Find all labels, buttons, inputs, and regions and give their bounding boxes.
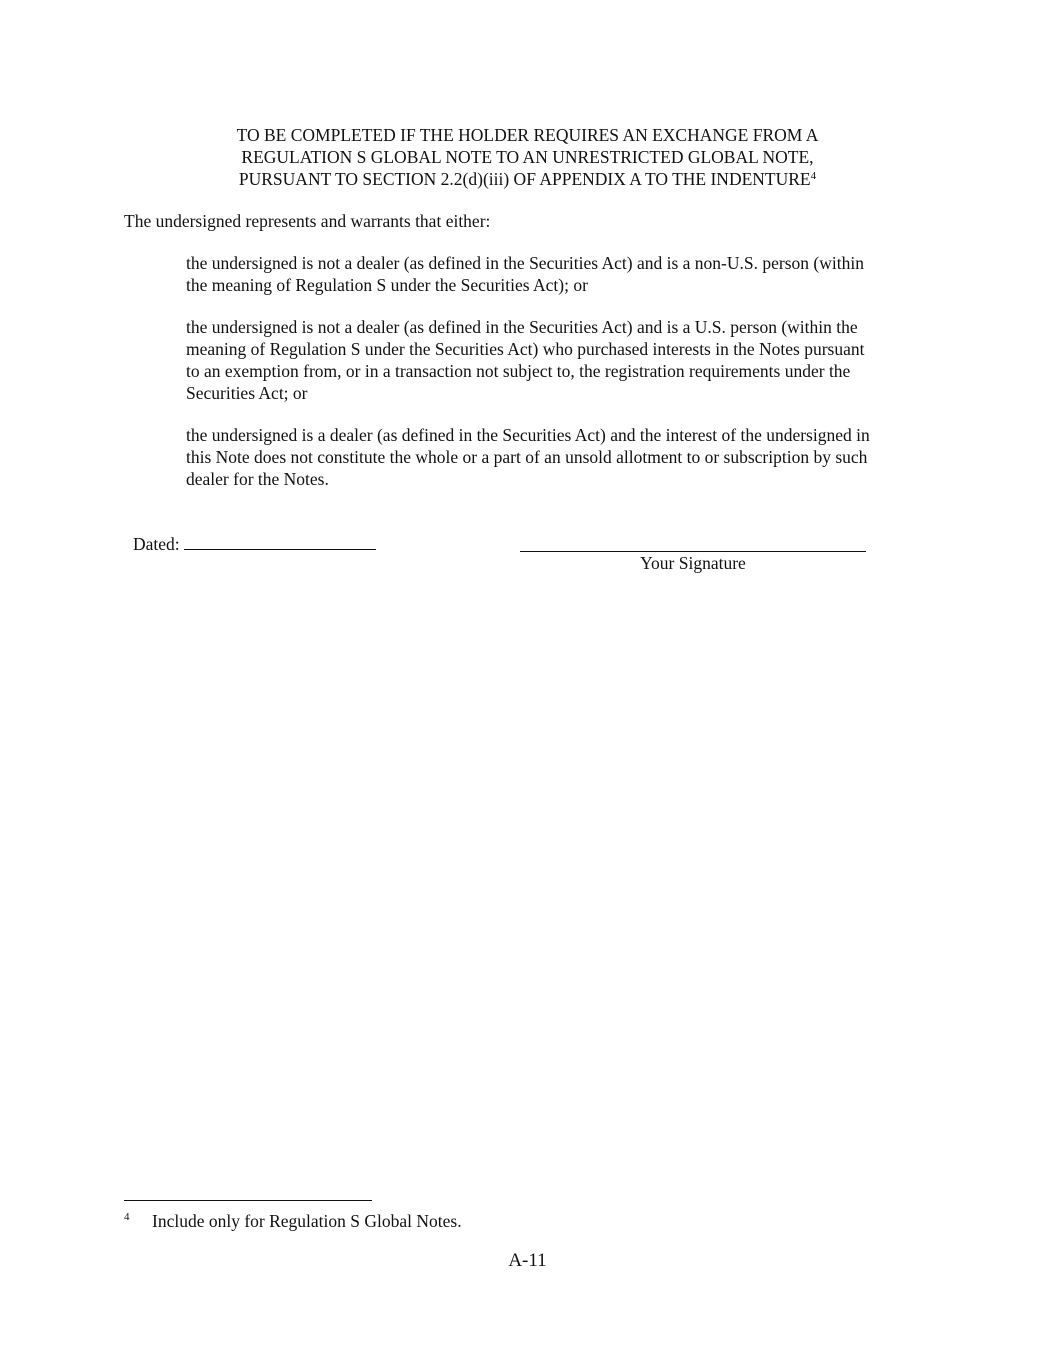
footnote-reference[interactable]: 4 — [810, 170, 817, 182]
intro-statement: The undersigned represents and warrants that either: — [124, 211, 491, 231]
section-heading — [120, 124, 935, 190]
footnote-text: Include only for Regulation S Global Notes. — [152, 1211, 462, 1231]
clause-dealer — [186, 424, 936, 490]
dated-field — [133, 532, 376, 555]
footnote-mark: 4 — [124, 1211, 130, 1223]
clause-line: the undersigned is not a dealer (as defined in the Securities Act) and is a U.S. person (within the — [186, 317, 858, 337]
dated-blank-line[interactable] — [184, 532, 376, 550]
clause-line: the meaning of Regulation S under the Securities Act); or — [186, 275, 588, 295]
clause-line: to an exemption from, or in a transaction not subject to, the registration requirements under the — [186, 361, 851, 381]
clause-us-person — [186, 316, 936, 404]
page-number: A-11 — [508, 1250, 547, 1271]
heading-line-2: REGULATION S GLOBAL NOTE TO AN UNRESTRICTED GLOBAL NOTE, — [241, 147, 814, 167]
dated-label: Dated: — [133, 534, 180, 554]
heading-line-3 — [120, 168, 935, 190]
clause-line: the undersigned is not a dealer (as defined in the Securities Act) and is a non-U.S. person (within — [186, 253, 864, 273]
clause-line: this Note does not constitute the whole or a part of an unsold allotment to or subscription by such — [186, 447, 868, 467]
footnote — [124, 1210, 462, 1232]
footnote-divider — [124, 1200, 372, 1201]
clause-line: Securities Act; or — [186, 383, 308, 403]
clause-line: meaning of Regulation S under the Securities Act) who purchased interests in the Notes pursuant — [186, 339, 865, 359]
heading-line-3-text: PURSUANT TO SECTION 2.2(d)(iii) OF APPENDIX A TO THE INDENTURE — [238, 169, 811, 189]
clause-line: the undersigned is a dealer (as defined in the Securities Act) and the interest of the undersigned in — [186, 425, 870, 445]
clause-non-us-person — [186, 252, 936, 296]
signature-label: Your Signature — [640, 553, 746, 573]
clause-line: dealer for the Notes. — [186, 469, 329, 489]
heading-line-1: TO BE COMPLETED IF THE HOLDER REQUIRES AN EXCHANGE FROM A — [236, 125, 819, 145]
